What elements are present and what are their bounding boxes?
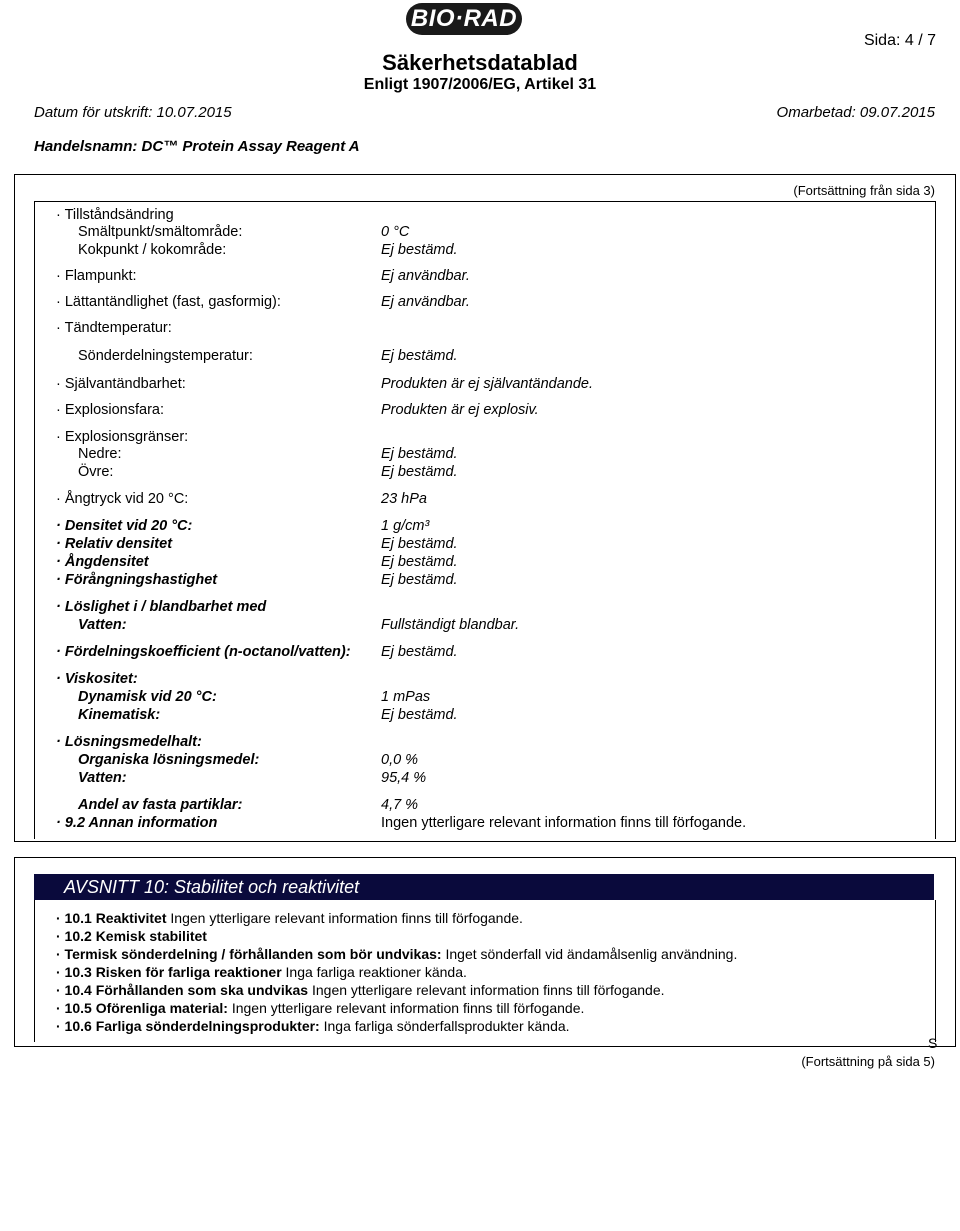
item-heading: · Termisk sönderdelning / förhållanden som bör undvikas: xyxy=(56,946,442,962)
property-label: · Självantändbarhet: xyxy=(56,376,186,392)
document-subtitle: Enligt 1907/2006/EG, Artikel 31 xyxy=(363,76,597,93)
property-value: Ej bestämd. xyxy=(381,242,458,258)
property-label: · Ångdensitet xyxy=(56,554,149,570)
section-10-item xyxy=(56,928,207,944)
property-label: · Ångtryck vid 20 °C: xyxy=(56,491,189,507)
item-text: Inga farliga reaktioner kända. xyxy=(281,964,467,980)
property-label: · Flampunkt: xyxy=(56,268,137,284)
property-label: Vatten: xyxy=(78,617,127,633)
item-text: Inga farliga sönderfallsprodukter kända. xyxy=(319,1018,570,1034)
property-label: Smältpunkt/smältområde: xyxy=(78,224,243,240)
property-label: · Löslighet i / blandbarhet med xyxy=(56,599,267,615)
property-value: Produkten är ej självantändande. xyxy=(381,376,594,392)
property-value: 1 g/cm³ xyxy=(381,518,430,534)
property-value: Ej bestämd. xyxy=(381,464,458,480)
property-label: · Lösningsmedelhalt: xyxy=(56,734,202,750)
page-number: Sida: 4 / 7 xyxy=(863,32,936,49)
section-10-item xyxy=(56,982,665,998)
property-value: Ej bestämd. xyxy=(381,644,458,660)
property-label: Vatten: xyxy=(78,770,127,786)
property-label: Övre: xyxy=(78,464,114,480)
property-label: · Viskositet: xyxy=(56,671,138,687)
property-value: Ej bestämd. xyxy=(381,536,458,552)
property-label: Organiska lösningsmedel: xyxy=(78,752,260,768)
item-heading: · 10.1 Reaktivitet xyxy=(56,910,167,926)
property-label: · Lättantändlighet (fast, gasformig): xyxy=(56,294,281,310)
item-heading: · 10.2 Kemisk stabilitet xyxy=(56,928,207,944)
property-label: · Explosionsfara: xyxy=(56,402,164,418)
property-value: Fullständigt blandbar. xyxy=(381,617,520,633)
property-value: Ej bestämd. xyxy=(381,446,458,462)
property-label: · Tändtemperatur: xyxy=(56,320,172,336)
property-value: Ej bestämd. xyxy=(381,707,458,723)
section-10-heading-text: AVSNITT 10: Stabilitet och reaktivitet xyxy=(64,877,360,897)
revised-date: Omarbetad: 09.07.2015 xyxy=(776,104,935,121)
item-text: Ingen ytterligare relevant information finns till förfogande. xyxy=(308,982,665,998)
item-text: Ingen ytterligare relevant information finns till förfogande. xyxy=(166,910,523,926)
property-label: Kokpunkt / kokområde: xyxy=(78,242,227,258)
property-value: Produkten är ej explosiv. xyxy=(381,402,539,418)
document-title: Säkerhetsdatablad xyxy=(382,50,578,75)
property-label: · Relativ densitet xyxy=(56,536,173,552)
property-value: 95,4 % xyxy=(381,770,427,786)
section-10-item xyxy=(56,1018,570,1034)
item-text: Inget sönderfall vid ändamålsenlig användning. xyxy=(441,946,738,962)
property-label: Nedre: xyxy=(78,446,122,462)
property-value: 0 °C xyxy=(381,224,410,240)
section-10-item xyxy=(56,946,737,962)
item-heading: · 10.3 Risken för farliga reaktioner xyxy=(56,964,282,980)
item-text: Ingen ytterligare relevant information finns till förfogande. xyxy=(227,1000,585,1016)
bio-rad-logo: BIO·RAD xyxy=(406,3,522,35)
property-value: Ej användbar. xyxy=(381,268,470,284)
print-date: Datum för utskrift: 10.07.2015 xyxy=(34,104,232,121)
property-value: 1 mPas xyxy=(381,689,431,705)
section-10-item xyxy=(56,964,467,980)
property-label: Kinematisk: xyxy=(78,707,161,723)
trade-name: Handelsnamn: DC™ Protein Assay Reagent A xyxy=(34,138,360,155)
continued-from-note: (Fortsättning från sida 3) xyxy=(793,183,935,198)
property-label: · Tillståndsändring xyxy=(56,207,174,223)
property-label: Dynamisk vid 20 °C: xyxy=(78,689,217,705)
property-label: · 9.2 Annan information xyxy=(56,815,218,831)
property-value: Ej bestämd. xyxy=(381,348,458,364)
item-heading: · 10.4 Förhållanden som ska undvikas xyxy=(56,982,309,998)
section-10-heading xyxy=(34,874,934,900)
property-label: · Explosionsgränser: xyxy=(56,429,189,445)
property-label: · Förångningshastighet xyxy=(56,572,218,588)
property-value: Ej bestämd. xyxy=(381,572,458,588)
property-value: 0,0 % xyxy=(381,752,419,768)
property-value: Ej användbar. xyxy=(381,294,470,310)
item-heading: · 10.6 Farliga sönderdelningsprodukter: xyxy=(56,1018,320,1034)
property-value: 4,7 % xyxy=(381,797,419,813)
property-label: · Fördelningskoefficient (n-octanol/vatten): xyxy=(56,644,351,660)
property-label: Andel av fasta partiklar: xyxy=(78,797,243,813)
section-marker: S xyxy=(928,1035,938,1051)
property-label: · Densitet vid 20 °C: xyxy=(56,518,193,534)
continued-to-note: (Fortsättning på sida 5) xyxy=(801,1054,935,1069)
property-value: 23 hPa xyxy=(381,491,427,507)
item-heading: · 10.5 Oförenliga material: xyxy=(56,1000,228,1016)
property-label: Sönderdelningstemperatur: xyxy=(78,348,253,364)
property-value: Ej bestämd. xyxy=(381,554,458,570)
property-value: Ingen ytterligare relevant information finns till förfogande. xyxy=(381,815,747,831)
section-10-item xyxy=(56,1000,584,1016)
section-10-item xyxy=(56,910,523,926)
